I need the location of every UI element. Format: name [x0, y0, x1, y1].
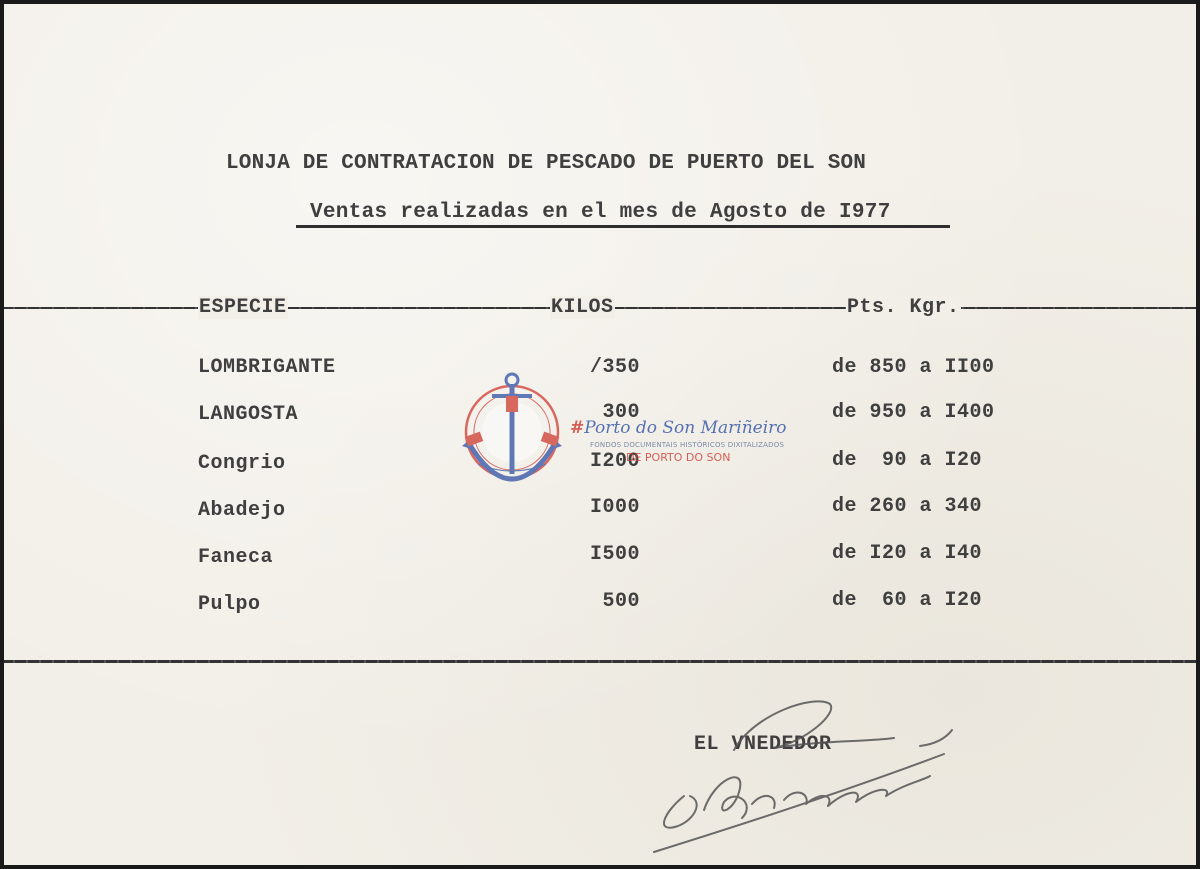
row-species: LANGOSTA [198, 403, 299, 426]
row-species: LOMBRIGANTE [198, 356, 336, 379]
document-subtitle: Ventas realizadas en el mes de Agosto de I977 [310, 201, 891, 224]
row-kilos: 300 [602, 401, 640, 424]
row-species: Faneca [198, 546, 274, 569]
row-price: de 90 a I20 [832, 449, 983, 472]
column-header-especie: ESPECIE [199, 296, 287, 319]
row-price: de I20 a I40 [832, 542, 983, 565]
row-kilos: 500 [602, 590, 640, 613]
row-species: Abadejo [198, 499, 286, 522]
row-species: Congrio [198, 452, 286, 475]
column-header-kilos: KILOS [551, 296, 614, 319]
row-price: de 850 a II00 [832, 356, 995, 379]
document-page [4, 4, 1196, 865]
subtitle-underline [296, 225, 950, 228]
row-price: de 260 a 340 [832, 495, 983, 518]
row-kilos: /350 [589, 356, 640, 379]
row-kilos: I200 [589, 450, 640, 473]
watermark-brand: #Porto do Son Mariñeiro [570, 418, 787, 438]
row-kilos: I000 [589, 496, 640, 519]
table-bottom-rule [4, 660, 1196, 663]
row-price: de 60 a I20 [832, 589, 983, 612]
row-price: de 950 a I400 [832, 401, 995, 424]
handwritten-signature [624, 684, 964, 864]
document-title: LONJA DE CONTRATACION DE PESCADO DE PUERTO DEL SON [226, 152, 867, 175]
watermark-caption-line1: FONDOS DOCUMENTAIS HISTÓRICOS DIXITALIZADOS [590, 441, 785, 449]
row-species: Pulpo [198, 593, 261, 616]
row-kilos: I500 [589, 543, 640, 566]
column-header-precio: Pts. Kgr. [847, 296, 960, 319]
watermark-caption-line2: DE PORTO DO SON [626, 451, 731, 464]
signer-label: EL VNEDEDOR [694, 733, 832, 756]
